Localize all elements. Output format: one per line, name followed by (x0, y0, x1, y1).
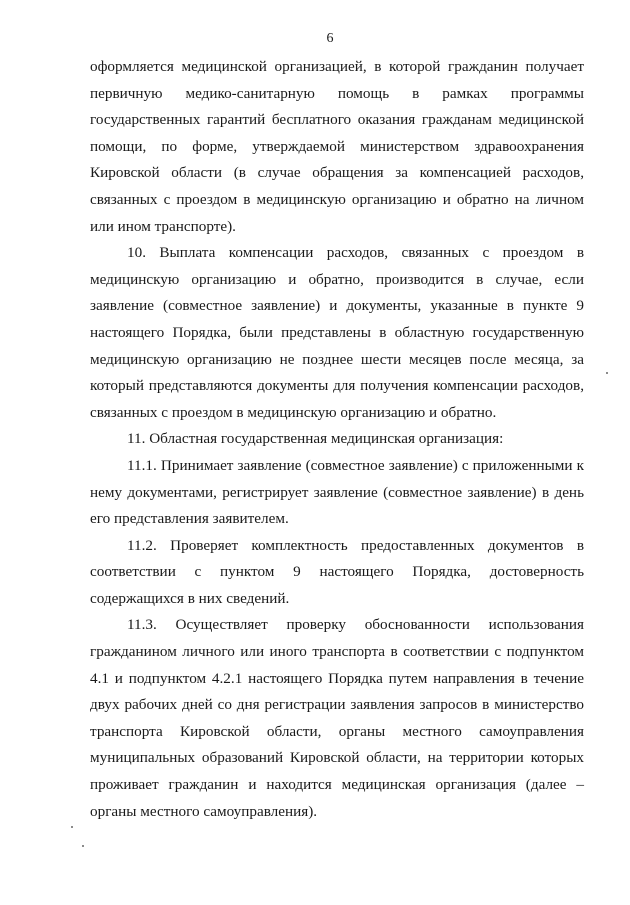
paragraph-item-11: 11. Областная государственная медицинская организация: (127, 430, 504, 448)
paragraph-item-11-1: 11.1. Принимает заявление (совместное заявление) с приложенными к нему документами, регистрирует заявление (совместное заявление) в день его представления заявителем. (90, 456, 584, 528)
paragraph-item-11-2: 11.2. Проверяет комплектность предоставленных документов в соответствии с пунктом 9 настоящего Порядка, достоверность содержащихся в них сведений. (90, 536, 584, 607)
scan-speck (82, 845, 84, 847)
page-number: 6 (326, 31, 334, 46)
paragraph-item-11-3: 11.3. Осуществляет проверку обоснованности использования гражданином личного или иного транспорта в соответствии с подпунктом 4.1 и подпунктом 4.2.1 настоящего Порядка путем направления в течение двух рабочих дней со дня регистрации заявления запросов в министерство транспорта Кировской области, органы местного самоуправления муниципальных образований Кировской области, на территории которых проживает гражданин и находится медицинская организация (далее – органы местного самоуправления). (90, 616, 584, 820)
document-body (90, 54, 584, 825)
paragraph-continuation: оформляется медицинской организацией, в которой гражданин получает первичную медико-санитарную помощь в рамках программы государственных гарантий бесплатного оказания гражданам медицинской помощи, по форме, утверждаемой министерством здравоохранения Кировской области (в случае обращения за компенсацией расходов, связанных с проездом в медицинскую организацию и обратно на личном или ином транспорте). (90, 58, 584, 235)
paragraph-item-10: 10. Выплата компенсации расходов, связанных с проездом в медицинскую организацию и обратно, производится в случае, если заявление (совместное заявление) и документы, указанные в пункте 9 настоящего Порядка, были представлены в областную государственную медицинскую организацию не позднее шести месяцев после месяца, за который представляются документы для получения компенсации расходов, связанных с проездом в медицинскую организацию и обратно. (90, 244, 584, 421)
scan-speck (71, 826, 73, 828)
scan-speck (606, 372, 608, 374)
